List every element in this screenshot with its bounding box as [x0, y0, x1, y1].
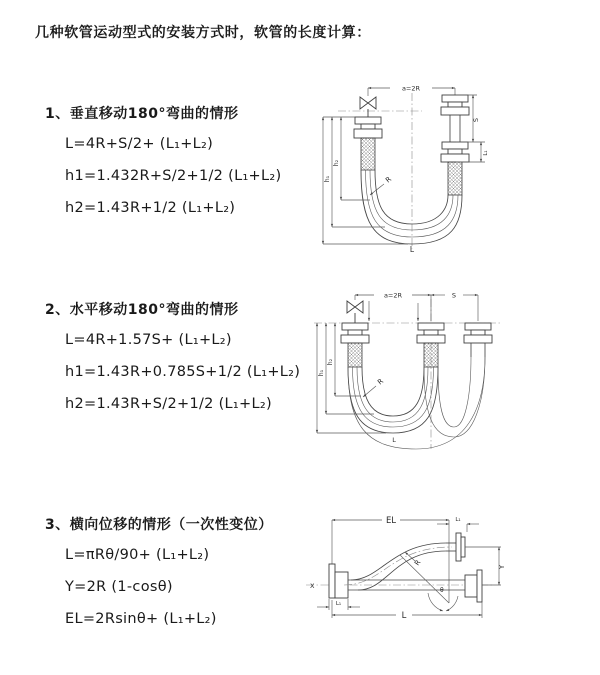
theta-label: θ: [440, 587, 444, 594]
formula-line: h1=1.432R+S/2+1/2 (L₁+L₂): [65, 168, 282, 184]
dim-label-l1-top: L₁: [455, 517, 461, 523]
middle-pipe-flange: [417, 323, 445, 367]
dim-label-el: EL: [385, 516, 397, 526]
straight-pipe-ghost: [348, 570, 482, 602]
dimension-a2r-s: [355, 292, 478, 322]
formula-line: h2=1.43R+S/2+1/2 (L₁+L₂): [65, 396, 272, 412]
valve-icon: [360, 97, 376, 117]
dim-label-s: S: [451, 291, 457, 300]
formula-line: L=πRθ/90+ (L₁+L₂): [65, 547, 210, 563]
dim-label-y: Y: [498, 564, 506, 570]
hose-u-curves: [361, 170, 462, 244]
dim-label-l1-left: L₁: [335, 601, 342, 607]
dim-label-s: S: [472, 117, 480, 123]
formula-line: h1=1.43R+0.785S+1/2 (L₁+L₂): [65, 364, 301, 380]
length-label: L: [392, 436, 396, 444]
braided-hose-section: [448, 162, 462, 195]
formula-line: h2=1.43R+1/2 (L₁+L₂): [65, 200, 236, 216]
dimension-l: [332, 600, 482, 621]
dim-label-h1: h₁: [324, 175, 331, 183]
valve-icon: [347, 301, 363, 323]
centerlines: [338, 93, 422, 249]
radius-leader: [370, 175, 393, 195]
braided-hose-section: [424, 343, 438, 367]
braided-hose-section: [361, 138, 375, 170]
hose-u-curves: [348, 357, 485, 449]
braided-hose-section: [348, 343, 362, 367]
radius-label: R: [413, 558, 423, 568]
dim-label-a2r: a=2R: [401, 84, 421, 93]
formula-line: L=4R+S/2+ (L₁+L₂): [65, 136, 214, 152]
formula-line: EL=2Rsinθ+ (L₁+L₂): [65, 611, 217, 627]
section-horizontal-180: [45, 299, 300, 427]
dim-label-h1: h₁: [318, 369, 325, 377]
left-pipe-flange: [354, 117, 382, 170]
diagram-vertical-180: [310, 73, 582, 255]
centerlines: [314, 299, 501, 449]
page-title: 几种软管运动型式的安装方式时，软管的长度计算：: [35, 25, 371, 41]
hose-s-curve: [344, 533, 465, 590]
section-lateral-displacement: [45, 514, 273, 642]
dimension-l1-top: [437, 517, 479, 532]
length-label: L: [409, 245, 415, 254]
right-pipe-flange: [441, 95, 469, 195]
radius-label: R: [384, 175, 394, 185]
left-flange: [329, 564, 348, 598]
section-3-heading: 3、横向位移的情形（一次性变位）: [45, 517, 273, 533]
dim-label-l1: L₁: [483, 150, 489, 156]
formula-line: Y=2R (1-cosθ): [65, 579, 173, 595]
dim-label-a2r: a=2R: [383, 291, 403, 300]
formula-line: L=4R+1.57S+ (L₁+L₂): [65, 332, 232, 348]
radius-leader: [363, 377, 385, 397]
diagram-lateral-displacement: [296, 504, 596, 646]
dim-label-l: L: [401, 611, 407, 621]
radius-label: R: [376, 377, 386, 387]
dimension-a2r: [368, 85, 455, 97]
section-1-heading: 1、垂直移动180°弯曲的情形: [45, 106, 239, 122]
dim-label-h2: h₂: [333, 159, 340, 167]
dimension-l1-left: [317, 599, 360, 610]
dim-label-h2: h₂: [327, 358, 334, 366]
section-2-heading: 2、水平移动180°弯曲的情形: [45, 302, 239, 318]
left-pipe-flange: [341, 323, 369, 367]
right-pipe-flange: [464, 323, 492, 357]
section-vertical-180: [45, 103, 281, 231]
datum-x-label: X: [310, 582, 315, 590]
radius-leader: [405, 552, 423, 567]
diagram-horizontal-180: [306, 281, 586, 456]
